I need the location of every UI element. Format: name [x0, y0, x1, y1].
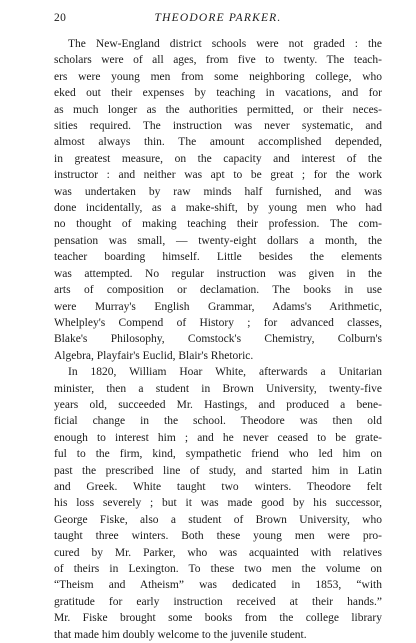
- text-line: taught three winters. Both these young men were pro-: [54, 530, 382, 543]
- text-line: scholars were of all ages, from five to twenty. The teach-: [54, 54, 382, 67]
- page-header: [54, 12, 382, 28]
- text-line: teacher boarding himself. Little besides the elements: [54, 251, 382, 264]
- text-line: instructor : and neither was apt to be great ; for the work: [54, 169, 382, 182]
- text-line: that made him doubly welcome to the juvenile student.: [54, 628, 307, 641]
- text-line: sities required. The instruction was never systematic, and: [54, 120, 382, 133]
- text-line: was undertaken by raw minds half furnished, and was: [54, 185, 382, 198]
- text-line: his loss severely ; but it was made good by his successor,: [54, 497, 382, 510]
- text-line: done incidentally, as a make-shift, by young men who had: [54, 202, 382, 215]
- text-line: Whelpley's Compend of History ; for advanced classes,: [54, 316, 382, 329]
- text-line: “Theism and Atheism” was dedicated in 1853, “with: [54, 579, 382, 592]
- text-line: enough to interest him ; and he never ceased to be grate-: [54, 431, 382, 444]
- text-line: Algebra, Playfair's Euclid, Blair's Rhetoric.: [54, 349, 254, 362]
- text-line: in greatest measure, on the capacity and interest of the: [54, 152, 382, 165]
- text-line: minister, then a student in Brown University, twenty-five: [54, 382, 382, 395]
- text-line: arts of composition or declamation. The books in use: [54, 284, 382, 297]
- text-line: gratitude for early instruction received at their hands.”: [54, 595, 382, 608]
- text-line: past the prescribed line of study, and started him in Latin: [54, 464, 382, 477]
- text-line: was attempted. No regular instruction was given in the: [54, 267, 382, 280]
- text-line: The New-England district schools were not graded : the: [68, 38, 382, 50]
- page-number: 20: [54, 12, 67, 24]
- text-line: George Fiske, also a student of Brown University, who: [54, 513, 382, 526]
- text-line: Blake's Philosophy, Comstock's Chemistry, Colburn's: [54, 333, 382, 346]
- text-line: eked out their expenses by teaching in vacations, and for: [54, 87, 382, 100]
- text-line: pensation was small, — twenty-eight dollars a month, the: [54, 234, 382, 247]
- text-line: ficial change in the school. Theodore was then old: [54, 415, 382, 428]
- paragraph: [54, 364, 382, 643]
- running-title: THEODORE PARKER.: [154, 12, 282, 24]
- text-line: cured by Mr. Parker, who was acquainted with relatives: [54, 546, 382, 559]
- paragraph: [54, 36, 382, 364]
- text-line: In 1820, William Hoar White, afterwards a Unitarian: [68, 366, 382, 379]
- text-line: and Greek. White taught two winters. Theodore felt: [54, 480, 382, 493]
- text-line: were Murray's English Grammar, Adams's Arithmetic,: [54, 300, 382, 313]
- text-line: as much longer as the authorities permitted, or their neces-: [54, 103, 382, 116]
- body-text: [54, 36, 382, 643]
- text-line: almost always thin. The amount accomplished depended,: [54, 136, 382, 149]
- text-line: no thought of making teaching their profession. The com-: [54, 218, 382, 231]
- text-line: of theirs in Lexington. To these two men the volume on: [54, 563, 382, 575]
- text-line: Mr. Fiske brought some books from the college library: [54, 612, 382, 625]
- text-line: ful to the firm, kind, sympathetic friend who led him on: [54, 448, 382, 461]
- text-line: ers were young men from some neighboring college, who: [54, 70, 382, 83]
- text-line: years old, succeeded Mr. Hastings, and produced a bene-: [54, 398, 382, 411]
